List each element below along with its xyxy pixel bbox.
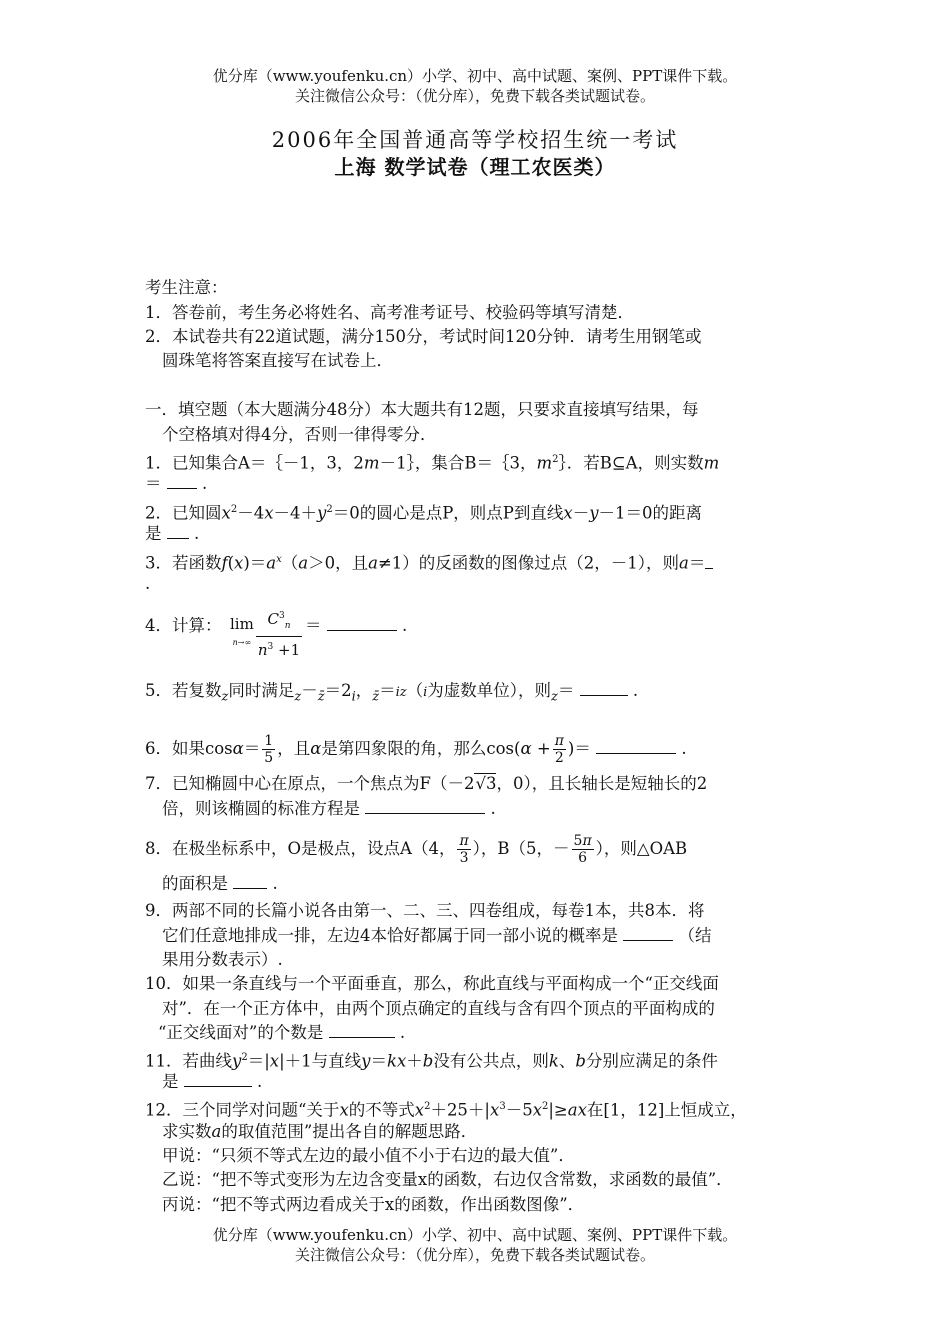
question-3: 3．若函数$f(x)=a^x(a>0$，且a≠1）的反函数的图像过点（2，－1），则a＝: [145, 548, 713, 576]
opinion-yi: 乙说：“把不等式变形为左边含变量x的函数，右边仅含常数，求函数的最值”．: [162, 1170, 733, 1189]
answer-blank-5[interactable]: [580, 679, 628, 696]
question-7: 7．已知椭圆中心在原点，一个焦点为F（－2√3，0），且长轴长是短轴长的2: [145, 774, 708, 793]
question-9: 9．两部不同的长篇小说各由第一、二、三、四卷组成，每卷1本，共8本．将: [145, 901, 705, 920]
question-10-cont: 对”．在一个正方体中，由两个顶点确定的直线与含有四个顶点的平面构成的: [162, 999, 715, 1018]
notice-item-2a: 2．本试卷共有22道试题，满分150分，考试时间120分钟．请考生用钢笔或: [145, 327, 702, 346]
section-instructions-1: 一．填空题（本大题满分48分）本大题共有12题，只要求直接填写结果，每: [145, 400, 699, 419]
question-2-cont: 是 .: [145, 524, 200, 543]
question-9-cont-2: 果用分数表示）.: [162, 950, 283, 969]
question-4-answer: ＝ .: [305, 616, 408, 635]
question-11-cont: 是 .: [162, 1072, 263, 1091]
answer-blank-6[interactable]: [596, 737, 676, 754]
question-8-cont: 的面积是 .: [162, 874, 278, 893]
question-6: 6．如果cosα＝ $\frac{1}{5}$ ，且α是第四象限的角，那么cos(α + $\frac{\pi}{2}$ )＝ .: [145, 733, 687, 766]
answer-blank-1[interactable]: [167, 472, 197, 489]
section-instructions-2: 个空格填对得4分，否则一律得零分．: [162, 425, 437, 444]
question-1-cont: ＝ .: [145, 474, 208, 493]
answer-blank-7[interactable]: [365, 797, 485, 814]
question-9-cont: 它们任意地排成一排，左边4本恰好都属于同一部小说的概率是 （结: [162, 926, 712, 945]
question-4: 4．计算：: [145, 616, 222, 635]
question-7-cont: 倍，则该椭圆的标准方程是 .: [162, 799, 496, 818]
answer-blank-3[interactable]: [705, 552, 713, 569]
question-11: 11．若曲线$y^2=|x|+1$与直线y＝kx＋b没有公共点，则k、b分别应满足的条件: [145, 1051, 718, 1071]
answer-blank-2[interactable]: [167, 522, 189, 539]
question-3-cont: .: [145, 574, 151, 593]
question-5: 5．若复数$_z$同时满足$_z-_{z̄}=2_i$，$_{z̄}$＝iz（i为虚数单位），则$_z$＝ .: [145, 681, 639, 705]
question-8: 8．在极坐标系中，O是极点，设点A（4， $\frac{\pi}{3}$ ），B（5，－ $\frac{5\pi}{6}$ ），则△OAB: [145, 833, 688, 866]
opinion-jia: 甲说：“只须不等式左边的最小值不小于右边的最大值”．: [162, 1146, 575, 1165]
header-line-2: 关注微信公众号：（优分库），免费下载各类试题试卷。: [294, 87, 655, 105]
notice-item-1: 1．答卷前，考生务必将姓名、高考准考证号、校验码等填写清楚．: [145, 303, 634, 322]
notice-item-2b: 圆珠笔将答案直接写在试卷上．: [162, 351, 393, 370]
answer-blank-9[interactable]: [623, 924, 673, 941]
exam-subtitle: 上海 数学试卷（理工农医类）: [334, 155, 616, 179]
answer-blank-4[interactable]: [327, 614, 397, 631]
notice-heading: 考生注意：: [145, 278, 228, 297]
answer-blank-11[interactable]: [184, 1070, 252, 1087]
question-12: 12．三个同学对问题“关于x的不等式$x^2+25+|x^3-5x^2|\ge ax$在[1，12]上恒成立，: [145, 1100, 747, 1120]
answer-blank-8[interactable]: [233, 872, 267, 889]
header-line-1: 优分库（www.youfenku.cn）小学、初中、高中试题、案例、PPT课件下载。: [212, 67, 738, 85]
question-1: 1．已知集合A＝｛－1，3，2m－1｝，集合B＝｛3，$m^2\}$．若B⊆A，则实数m: [145, 453, 720, 473]
question-10: 10．如果一条直线与一个平面垂直，那么，称此直线与平面构成一个“正交线面: [145, 974, 719, 993]
question-12-cont: 求实数a的取值范围”提出各自的解题思路．: [162, 1122, 478, 1141]
footer-line-2: 关注微信公众号：（优分库），免费下载各类试题试卷。: [294, 1246, 655, 1264]
question-2: 2．已知圆$x^2-4x-4+y^2=0$的圆心是点P，则点P到直线x－y－1＝0的距离: [145, 503, 703, 523]
answer-blank-10[interactable]: [329, 1021, 395, 1038]
opinion-bing: 丙说：“把不等式两边看成关于x的函数，作出函数图像”．: [162, 1195, 585, 1214]
exam-title: 2006年全国普通高等学校招生统一考试: [271, 128, 679, 152]
limit-expression: lim n→∞ $\frac{C^3_n}{n^3 +1}$: [230, 606, 304, 660]
footer-line-1: 优分库（www.youfenku.cn）小学、初中、高中试题、案例、PPT课件下载。: [212, 1226, 738, 1244]
question-10-cont-2: “正交线面对”的个数是 .: [158, 1023, 406, 1042]
